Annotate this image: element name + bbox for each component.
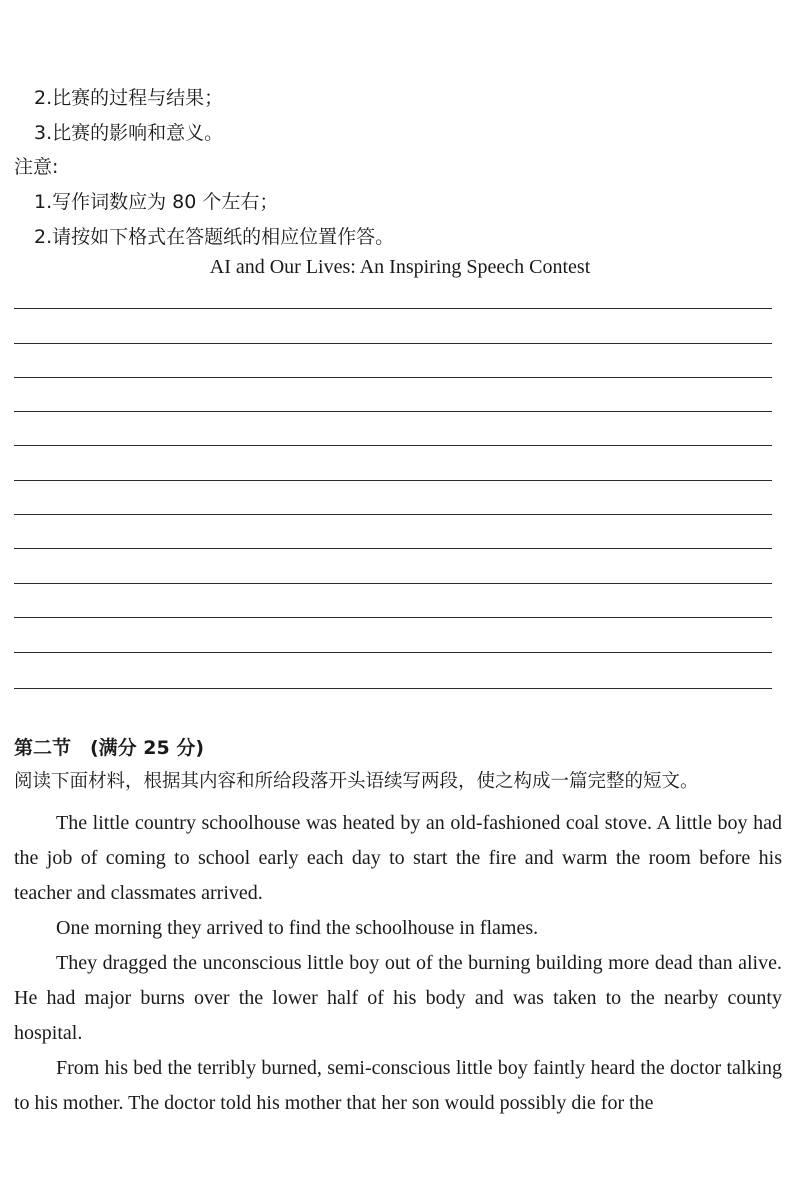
answer-line	[14, 377, 772, 378]
answer-line	[14, 548, 772, 549]
note-item-1: 1.写作词数应为 80 个左右；	[34, 191, 279, 213]
section-heading: 第二节 (满分 25 分)	[14, 737, 205, 759]
answer-line	[14, 617, 772, 618]
story-paragraph-3: They dragged the unconscious little boy out of the burning building more dead than alive. He had major burns over the lower half of his body and was taken to the nearby county hospital.	[14, 952, 782, 1044]
answer-line	[14, 652, 772, 653]
answer-line	[14, 343, 772, 344]
answer-line	[14, 411, 772, 412]
answer-line	[14, 688, 772, 689]
note-item-2: 2.请按如下格式在答题纸的相应位置作答。	[34, 226, 395, 248]
section-instruction: 阅读下面材料，根据其内容和所给段落开头语续写两段，使之构成一篇完整的短文。	[14, 771, 699, 792]
story-paragraph-2: One morning they arrived to find the schoolhouse in flames.	[56, 917, 539, 939]
story-paragraph-4: From his bed the terribly burned, semi-conscious little boy faintly heard the doctor talking to his mother. The doctor told his mother that her son would possibly die for the	[14, 1057, 782, 1114]
answer-line	[14, 514, 772, 515]
answer-line	[14, 445, 772, 446]
requirement-item-2: 2.比赛的过程与结果；	[34, 87, 224, 109]
notes-label: 注意:	[14, 156, 59, 178]
requirement-item-3: 3.比赛的影响和意义。	[34, 122, 224, 144]
answer-line	[14, 480, 772, 481]
answer-line	[14, 583, 772, 584]
story-paragraph-1: The little country schoolhouse was heated by an old-fashioned coal stove. A little boy had the job of coming to school early each day to start the fire and warm the room before his teacher and classmates arrived.	[14, 812, 782, 904]
essay-title: AI and Our Lives: An Inspiring Speech Contest	[209, 256, 591, 278]
answer-line	[14, 308, 772, 309]
